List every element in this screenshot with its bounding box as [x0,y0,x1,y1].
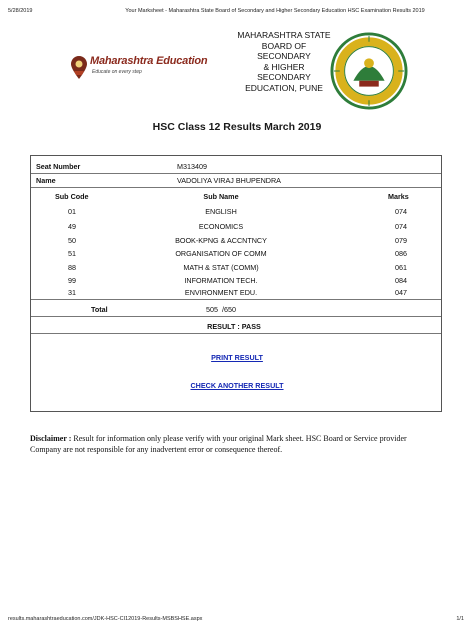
divider [31,316,441,317]
column-header-marks: Marks [388,192,409,201]
board-name-line: SECONDARY [257,72,311,83]
total-label: Total [91,305,108,314]
sub-code-cell: 49 [68,222,76,231]
marks-cell: 079 [395,236,407,245]
sub-name-cell: MATH & STAT (COMM) [183,263,259,272]
board-name-line: SECONDARY [257,51,311,62]
marks-cell: 047 [395,288,407,297]
board-name [232,30,336,94]
footer-page-number: 1/1 [456,616,464,622]
maharashtra-education-logo[interactable] [70,55,230,85]
check-another-result-link[interactable]: CHECK ANOTHER RESULT [190,381,284,390]
disclaimer-text: Result for information only please verify with your original Mark sheet. HSC Board or Service provider Company are not responsible for any inadvertent error or consequence thereof. [30,434,407,454]
result-status: RESULT : PASS [207,322,261,331]
marks-cell: 084 [395,276,407,285]
seat-number-label: Seat Number [36,162,81,171]
board-name-line: & HIGHER [263,61,305,72]
divider [31,173,441,174]
board-name-line: BOARD OF [261,40,307,51]
result-table [30,155,442,412]
column-header-sub-code: Sub Code [55,192,89,201]
marks-cell: 074 [395,207,407,216]
board-name-line: MAHARASHTRA STATE [237,30,331,40]
sub-name-cell: ENVIRONMENT EDU. [184,288,258,297]
marks-cell: 061 [395,263,407,272]
disclaimer [30,434,410,455]
marks-cell: 086 [395,249,407,258]
divider [31,333,441,334]
name-label: Name [36,176,56,185]
board-seal-icon [330,32,408,110]
sub-name-cell: ENGLISH [205,207,237,216]
column-header-sub-name: Sub Name [203,192,239,201]
sub-name-cell: ORGANISATION OF COMM [175,249,267,258]
sub-name-cell: ECONOMICS [198,222,244,231]
logo-brand-text: Maharashtra Education [90,55,208,67]
sub-code-cell: 88 [68,263,76,272]
name-value: VADOLIYA VIRAJ BHUPENDRA [177,176,281,185]
sub-code-cell: 01 [68,207,76,216]
total-value: 505 /650 [206,305,236,314]
sub-code-cell: 31 [68,288,76,297]
logo-tagline: Educate on every step [92,69,142,75]
sub-name-cell: BOOK-KPNG & ACCNTNCY [175,236,267,245]
print-header-title: Your Marksheet - Maharashtra State Board of Secondary and Higher Secondary Education HSC Examination Results 2019 [125,8,425,14]
divider [31,299,441,300]
sub-code-cell: 51 [68,249,76,258]
board-name-line: EDUCATION, PUNE [245,82,323,93]
disclaimer-label: Disclaimer : [30,434,72,443]
sub-code-cell: 99 [68,276,76,285]
sub-code-cell: 50 [68,236,76,245]
seat-number-value: M313409 [177,162,207,171]
page-title: HSC Class 12 Results March 2019 [152,121,322,133]
print-date: 5/28/2019 [8,8,33,14]
marks-cell: 074 [395,222,407,231]
print-result-link[interactable]: PRINT RESULT [211,353,263,362]
footer-url: results.maharashtraeducation.com/JDK-HSC-CI12019-Results-MSBSHSE.aspx [8,616,203,622]
map-pin-icon [70,55,88,81]
sub-name-cell: INFORMATION TECH. [184,276,258,285]
divider [31,187,441,188]
